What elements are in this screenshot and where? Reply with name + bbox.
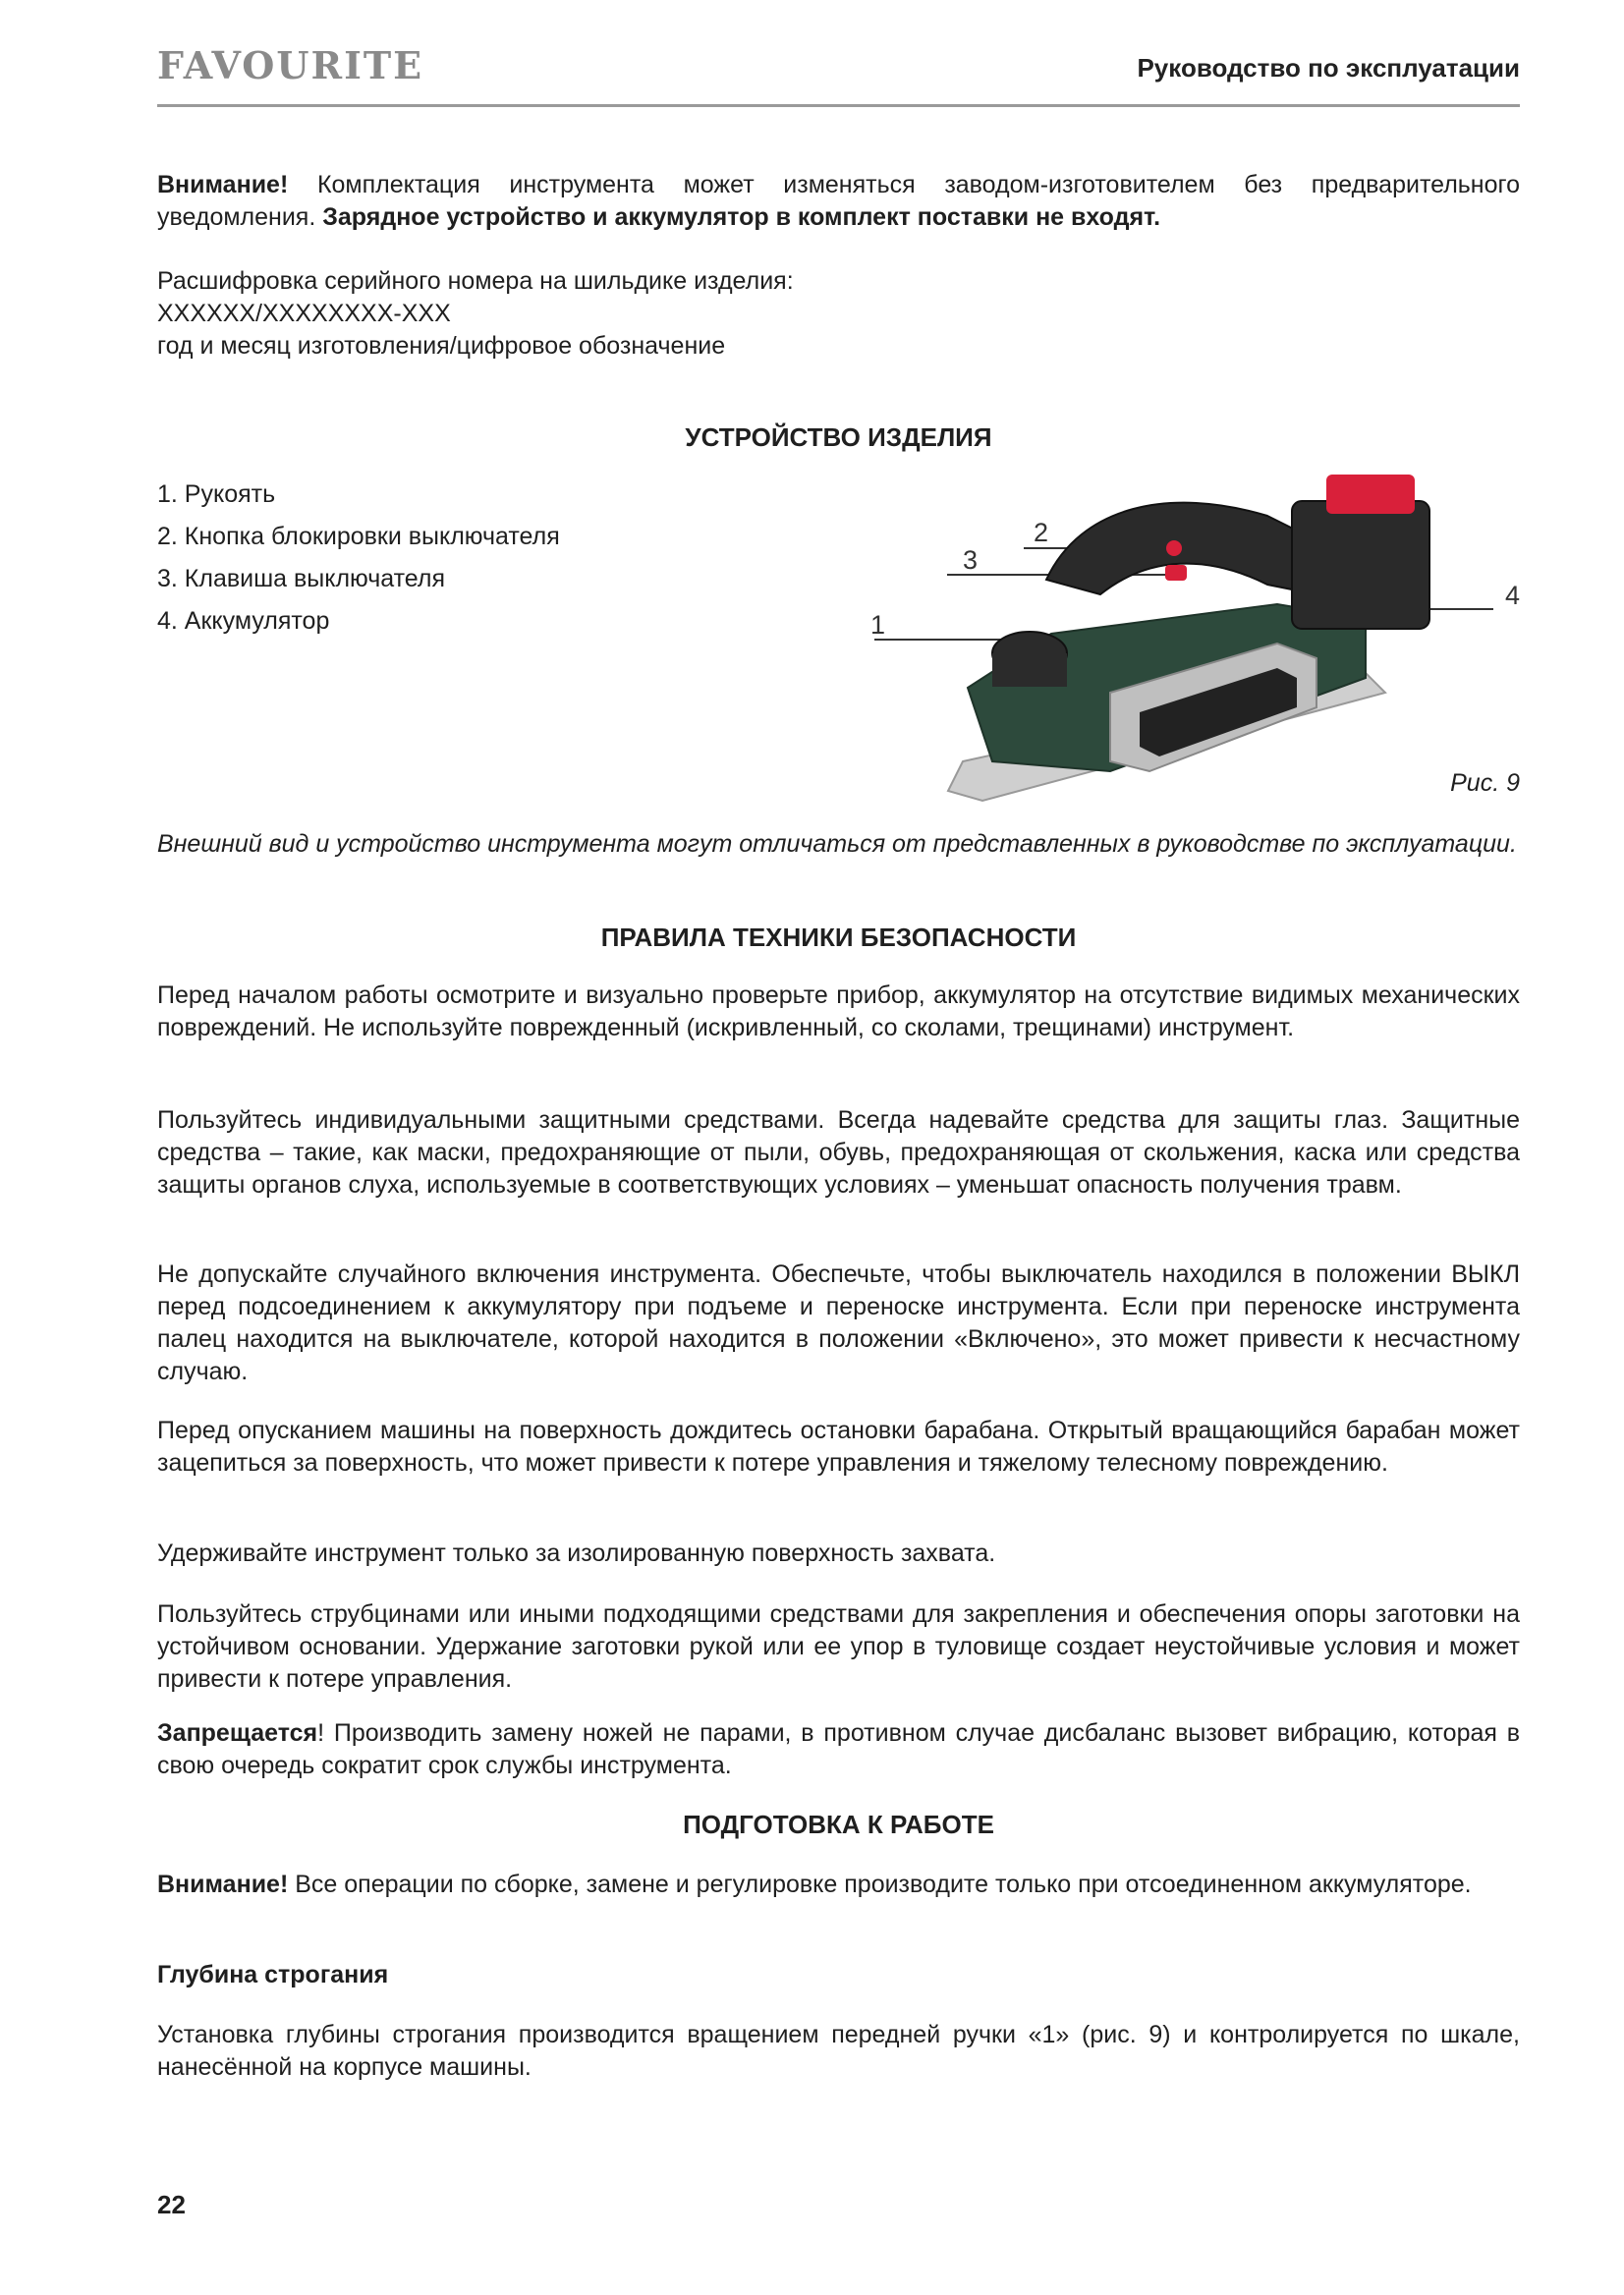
battery-pack [1292,501,1429,629]
serial-line-2: XXXXXX/XXXXXXXX-XXX [157,300,451,327]
list-item: 1. Рукоять [157,480,276,508]
depth-paragraph: Установка глубины строгания производится вращением передней ручки «1» (рис. 9) и контролируется по шкале, нанесённой на корпусе машины. [157,2021,1520,2081]
safety-paragraph-1: Перед началом работы осмотрите и визуально проверьте прибор, аккумулятор на отсутствие видимых механических повреждений. Не используйте поврежденный (искривленный, со сколами, трещинами) инструмент. [157,981,1520,1041]
prep-notice [157,1869,1520,1901]
parts-list [157,478,707,647]
safety-paragraph-2: Пользуйтесь индивидуальными защитными средствами. Всегда надевайте средства для защиты глаз. Защитные средства – такие, как маски, предохраняющие от пыли, обувь, предохраняющая от скольжения, каска или средства защиты органов слуха, используемые в соответствующих условиях – уменьшат опасность получения травм. [157,1106,1520,1199]
appearance-note: Внешний вид и устройство инструмента могут отличаться от представленных в руководстве по эксплуатации. [157,830,1517,858]
battery-button-icon [1326,475,1415,514]
serial-line-3: год и месяц изготовления/цифровое обозначение [157,332,726,360]
list-item: 2. Кнопка блокировки выключателя [157,523,560,550]
callout-label-1: 1 [870,610,886,640]
safety-paragraph-4: Перед опусканием машины на поверхность дождитесь остановки барабана. Открытый вращающийся барабан может зацепиться за поверхность, что может привести к потере управления и тяжелому телесному повреждению. [157,1417,1520,1477]
prep-notice-text: Все операции по сборке, замене и регулировке производите только при отсоединенном аккумуляторе. [288,1871,1472,1898]
depth-knob-side [992,653,1067,687]
safety-paragraph-7 [157,1717,1520,1782]
callout-label-3: 3 [963,545,979,575]
safety-paragraph-6: Пользуйтесь струбцинами или иными подходящими средствами для закрепления и обеспечения опоры заготовки на устойчивом основании. Удержание заготовки рукой или ее упор в туловище создает неустойчивые условия и может привести к потере управления. [157,1600,1520,1693]
callout-label-2: 2 [1034,518,1049,547]
safety-heading: ПРАВИЛА ТЕХНИКИ БЕЗОПАСНОСТИ [600,923,1077,952]
serial-line-1: Расшифровка серийного номера на шильдике изделия: [157,267,794,295]
serial-info [157,265,1520,363]
list-item: 3. Клавиша выключателя [157,565,446,592]
prohibited-label: Запрещается [157,1719,318,1747]
prep-notice-label: Внимание! [157,1871,289,1898]
prep-heading: ПОДГОТОВКА К РАБОТЕ [683,1810,994,1839]
figure-caption: Рис. 9 [1450,769,1520,797]
planer-illustration [855,447,1533,815]
page-header [157,43,1520,107]
document-title: Руководство по эксплуатации [1137,53,1520,83]
trigger-switch-icon [1165,565,1187,581]
lock-button-icon [1166,540,1182,556]
notice-label: Внимание! [157,171,289,198]
notice-bold-text: Зарядное устройство и аккумулятор в комплект поставки не входят. [322,203,1161,231]
notice-text: Комплектация инструмента может изменяться заводом-изготовителем без предварительного уведомления. [157,171,1520,231]
prohibited-text: ! Производить замену ножей не парами, в противном случае дисбаланс вызовет вибрацию, которая в свою очередь сократит срок службы инструмента. [157,1719,1520,1779]
device-heading: УСТРОЙСТВО ИЗДЕЛИЯ [685,422,992,452]
page-number: 22 [157,2190,186,2219]
callout-label-4: 4 [1505,581,1521,610]
list-item: 4. Аккумулятор [157,607,330,635]
safety-paragraph-3: Не допускайте случайного включения инструмента. Обеспечьте, чтобы выключатель находился в положении ВЫКЛ перед подсоединением к аккумулятору при подъеме и переноске инструмента. Если при переноске инструмента палец находится на выключателе, которой находится в положении «Включено», это может привести к несчастному случаю. [157,1260,1520,1385]
supply-notice [157,169,1520,234]
depth-subheading: Глубина строгания [157,1961,389,1988]
safety-paragraph-5: Удерживайте инструмент только за изолированную поверхность захвата. [157,1539,996,1567]
brand-logo: FAVOURITE [157,43,424,87]
